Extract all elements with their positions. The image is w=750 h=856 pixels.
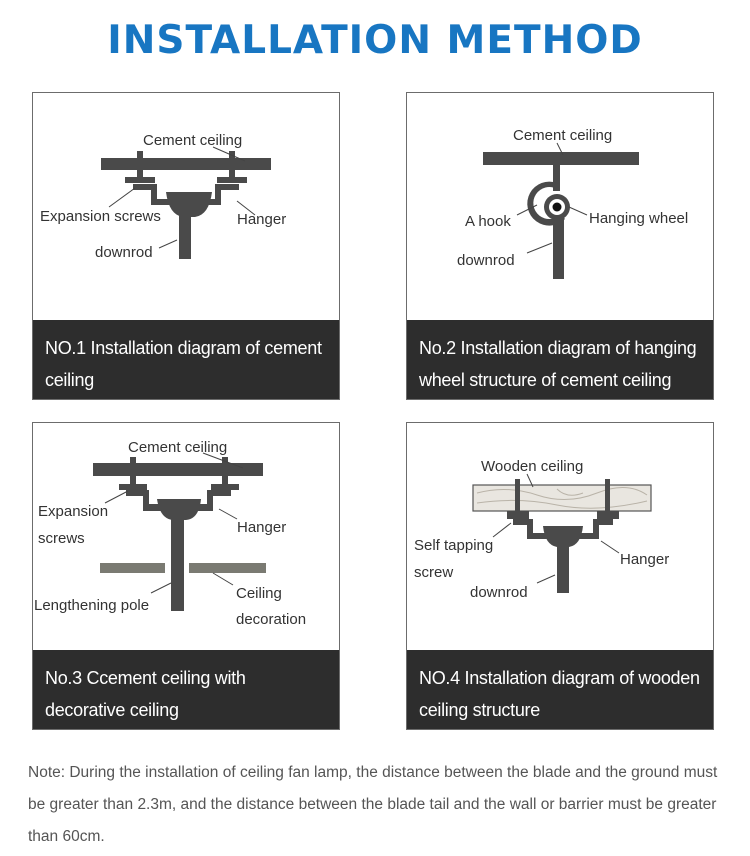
- diagram-panel-4: [406, 422, 714, 730]
- wooden-ceiling-diagram: [407, 423, 713, 653]
- downrod: [553, 219, 564, 279]
- cement-ceiling-diagram: [33, 93, 339, 323]
- ceiling-slab: [101, 158, 271, 170]
- label-cement-ceiling: Cement ceiling: [513, 127, 613, 144]
- panel-caption: NO.1 Installation diagram of cement ceiling: [33, 320, 339, 399]
- label-hanger: Hanger: [237, 519, 287, 536]
- ceiling-slab: [93, 463, 263, 476]
- label-screws: screws: [38, 530, 85, 547]
- label-decoration: decoration: [236, 611, 307, 628]
- ceiling-decoration-right: [189, 563, 266, 573]
- downrod: [179, 211, 191, 259]
- lengthening-pole: [171, 515, 184, 611]
- screw-nut-right: [217, 177, 247, 183]
- expansion-screw-left: [130, 457, 136, 487]
- label-hanger: Hanger: [620, 551, 670, 568]
- panel-caption: No.3 Ccement ceiling with decorative ceiling: [33, 650, 339, 729]
- label-downrod: downrod: [457, 252, 515, 269]
- diagram-panel-3: [32, 422, 340, 730]
- label-cement-ceiling: Cement ceiling: [143, 132, 243, 149]
- page-title: INSTALLATION METHOD: [107, 18, 643, 63]
- diagram-panel-2: [406, 92, 714, 400]
- installation-note: Note: During the installation of ceiling fan lamp, the distance between the blade and the ground must be greater than 2.3m, and the distance between the blade tail and the wall or barrier must be greater than 60cm.: [28, 764, 718, 845]
- label-hanging-wheel: Hanging wheel: [589, 210, 689, 227]
- label-lengthening-pole: Lengthening pole: [34, 597, 150, 614]
- label-wooden-ceiling: Wooden ceiling: [481, 458, 584, 475]
- screw-nut-right: [211, 484, 239, 490]
- label-screw: screw: [414, 564, 454, 581]
- label-self-tapping: Self tapping: [414, 537, 494, 554]
- label-expansion: Expansion: [38, 503, 109, 520]
- diagram-panel-1: [32, 92, 340, 400]
- label-ceiling: Ceiling: [236, 585, 282, 602]
- panel-caption: No.2 Installation diagram of hanging wheel structure of cement ceiling: [407, 320, 713, 399]
- screw-head-right: [597, 511, 619, 519]
- wheel-axle: [553, 203, 562, 212]
- panel-caption: NO.4 Installation diagram of wooden ceiling structure: [407, 650, 713, 729]
- ceiling-decoration-left: [100, 563, 165, 573]
- screw-nut-left: [125, 177, 155, 183]
- screw-nut-left: [119, 484, 147, 490]
- downrod: [557, 541, 569, 593]
- label-cement-ceiling: Cement ceiling: [128, 439, 228, 456]
- hanging-wheel-diagram: [407, 93, 713, 323]
- label-expansion-screws: Expansion screws: [40, 208, 161, 225]
- decorative-ceiling-diagram: [33, 423, 339, 653]
- label-hook: A hook: [465, 213, 511, 230]
- screw-head-left: [507, 511, 529, 519]
- label-downrod: downrod: [470, 584, 528, 601]
- label-hanger: Hanger: [237, 211, 287, 228]
- expansion-screw-left: [137, 151, 143, 181]
- wooden-ceiling-board: [473, 485, 651, 511]
- label-downrod: downrod: [95, 244, 153, 261]
- ceiling-slab: [483, 152, 639, 165]
